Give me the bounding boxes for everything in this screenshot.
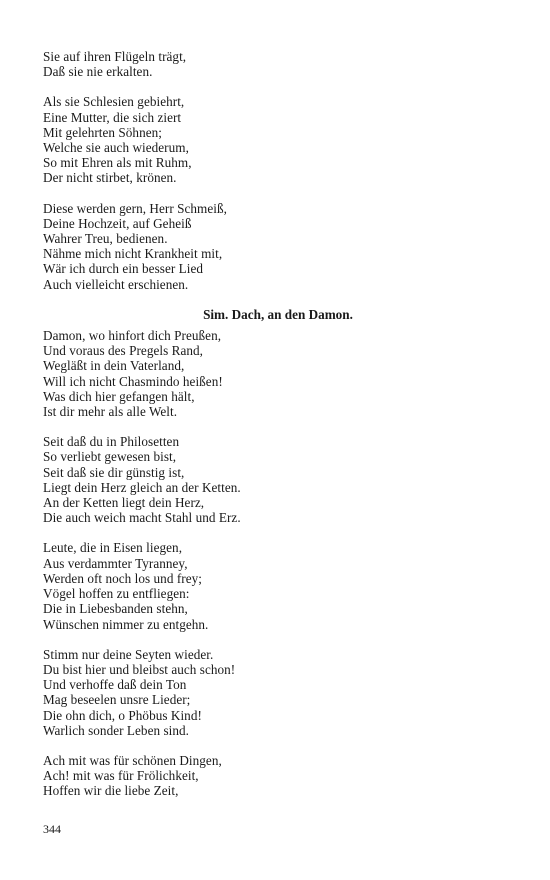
verse-line: Auch vielleicht erschienen. bbox=[43, 276, 189, 292]
poem-main-section bbox=[43, 328, 513, 798]
verse-line: Sie auf ihren Flügeln trägt, bbox=[43, 49, 187, 64]
stanza bbox=[43, 94, 513, 185]
verse-line: Liegt dein Herz gleich an der Ketten. bbox=[43, 479, 241, 495]
poem-title: Sim. Dach, an den Damon. bbox=[203, 306, 353, 322]
verse-line: Ach! mit was für Frölichkeit, bbox=[43, 768, 199, 784]
stanza bbox=[43, 49, 513, 79]
verse-line: Als sie Schlesien gebiehrt, bbox=[43, 94, 185, 110]
stanza bbox=[43, 201, 513, 292]
page-body bbox=[43, 49, 513, 814]
stanza bbox=[43, 540, 513, 631]
verse-line: Wahrer Treu, bedienen. bbox=[43, 231, 168, 247]
verse-line: So mit Ehren als mit Ruhm, bbox=[43, 155, 192, 171]
verse-line: Hoffen wir die liebe Zeit, bbox=[43, 783, 179, 799]
stanza bbox=[43, 328, 513, 419]
verse-line: Warlich sonder Leben sind. bbox=[43, 722, 189, 738]
verse-line: Vögel hoffen zu entfliegen: bbox=[43, 586, 190, 602]
verse-line: Die ohn dich, o Phöbus Kind! bbox=[43, 707, 202, 723]
verse-line: Stimm nur deine Seyten wieder. bbox=[43, 646, 214, 662]
verse-line: Und verhoffe daß dein Ton bbox=[43, 677, 187, 693]
verse-line: Welche sie auch wiederum, bbox=[43, 140, 189, 156]
verse-line: Mit gelehrten Söhnen; bbox=[43, 124, 162, 140]
verse-line: Will ich nicht Chasmindo heißen! bbox=[43, 373, 223, 389]
verse-line: So verliebt gewesen bist, bbox=[43, 449, 177, 465]
verse-line: An der Ketten liegt dein Herz, bbox=[43, 495, 205, 511]
page-number: 344 bbox=[43, 822, 61, 836]
verse-line: Ist dir mehr als alle Welt. bbox=[43, 404, 178, 420]
verse-line: Leute, die in Eisen liegen, bbox=[43, 540, 183, 556]
verse-line: Wegläßt in dein Vaterland, bbox=[43, 358, 185, 374]
poem-title-block bbox=[43, 307, 513, 322]
verse-line: Deine Hochzeit, auf Geheiß bbox=[43, 215, 192, 231]
stanza bbox=[43, 647, 513, 738]
verse-line: Aus verdammter Tyranney, bbox=[43, 555, 188, 571]
verse-line: Du bist hier und bleibst auch schon! bbox=[43, 661, 236, 677]
verse-line: Und voraus des Pregels Rand, bbox=[43, 343, 203, 359]
verse-line: Was dich hier gefangen hält, bbox=[43, 388, 195, 404]
verse-line: Seit daß du in Philosetten bbox=[43, 434, 180, 450]
verse-line: Daß sie nie erkalten. bbox=[43, 64, 153, 80]
verse-line: Werden oft noch los und frey; bbox=[43, 570, 202, 586]
verse-line: Mag beseelen unsre Lieder; bbox=[43, 692, 191, 708]
stanza bbox=[43, 434, 513, 525]
poem-previous-section bbox=[43, 49, 513, 292]
verse-line: Diese werden gern, Herr Schmeiß, bbox=[43, 200, 227, 216]
verse-line: Wünschen nimmer zu entgehn. bbox=[43, 616, 209, 632]
verse-line: Nähme mich nicht Krankheit mit, bbox=[43, 246, 223, 262]
verse-line: Eine Mutter, die sich ziert bbox=[43, 109, 182, 125]
verse-line: Damon, wo hinfort dich Preußen, bbox=[43, 328, 222, 344]
verse-line: Die in Liebesbanden stehn, bbox=[43, 601, 188, 617]
verse-line: Wär ich durch ein besser Lied bbox=[43, 261, 203, 277]
verse-line: Seit daß sie dir günstig ist, bbox=[43, 464, 185, 480]
stanza bbox=[43, 753, 513, 799]
verse-line: Ach mit was für schönen Dingen, bbox=[43, 752, 222, 768]
verse-line: Die auch weich macht Stahl und Erz. bbox=[43, 510, 241, 526]
verse-line: Der nicht stirbet, krönen. bbox=[43, 170, 177, 186]
